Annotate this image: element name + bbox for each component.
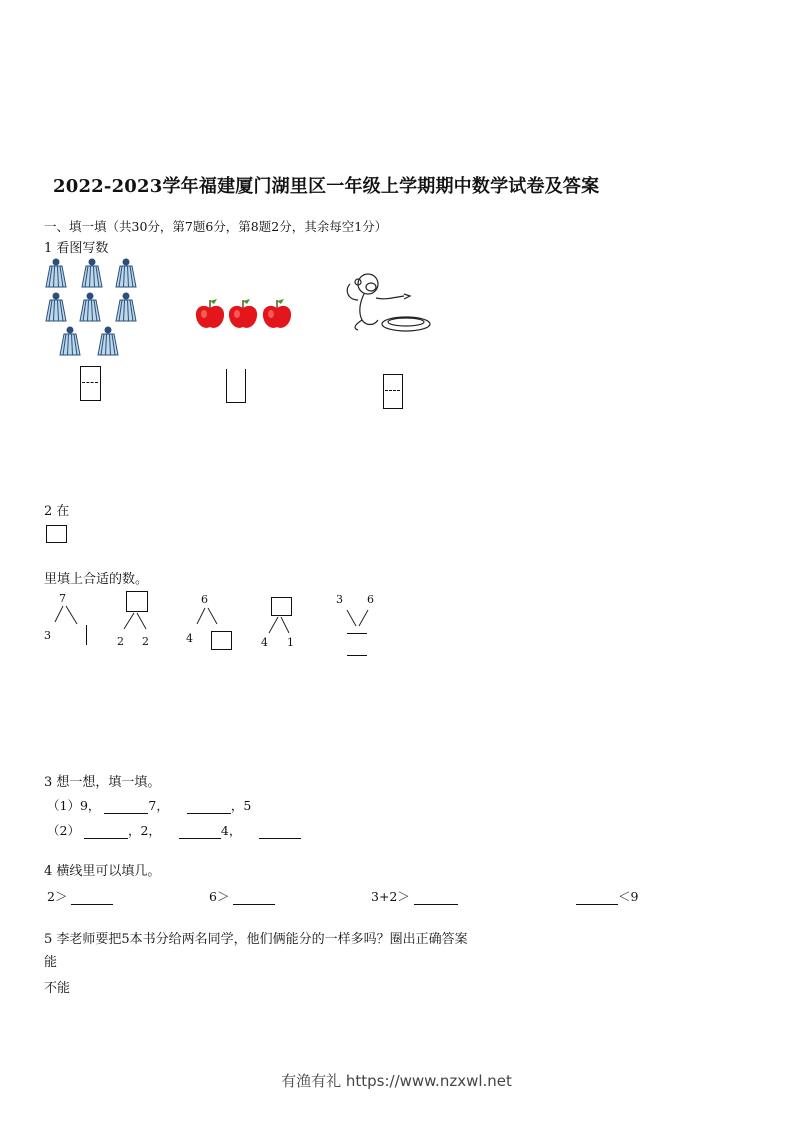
q4-item-2-text: 6＞ (209, 889, 230, 904)
tree-1-answer-line[interactable] (86, 625, 87, 645)
tree-3-answer-box[interactable] (211, 631, 232, 650)
tree-1-branches (50, 604, 90, 626)
q3-row1-mid: 7， (148, 798, 169, 813)
tree-2-right: 2 (142, 635, 149, 648)
shuttlecock-image (44, 257, 144, 357)
q4-item-1-blank[interactable] (71, 891, 113, 905)
q4-item-2-blank[interactable] (233, 891, 275, 905)
tree-3-top: 6 (201, 593, 208, 606)
tree-3-branches (193, 606, 233, 628)
question-4-label: 4 横线里可以填几。 (44, 864, 161, 879)
q3-row1-prefix: （1）9， (47, 798, 101, 813)
tree-1-top: 7 (59, 592, 66, 605)
tree-4-right: 1 (287, 636, 294, 649)
q3-row2-mid-2: 4， (220, 823, 242, 838)
q4-item-3-blank[interactable] (414, 891, 458, 905)
tree-2-answer-box[interactable] (126, 591, 148, 612)
q4-item-1 (47, 887, 113, 905)
q3-row2-prefix: （2） (47, 823, 80, 838)
answer-box-shuttlecocks[interactable] (80, 366, 101, 401)
answer-box-apples[interactable] (226, 369, 246, 403)
q3-row2-mid-1: ，2， (127, 823, 161, 838)
q4-item-1-text: 2＞ (47, 889, 68, 904)
question-2-instruction: 里填上合适的数。 (44, 572, 149, 587)
tree-5-answer-line[interactable] (347, 655, 367, 656)
dashed-guide (82, 382, 98, 383)
question-2-label: 2 在 (44, 504, 70, 519)
q4-item-3 (371, 887, 458, 905)
q3-row1-blank-1[interactable] (104, 800, 148, 814)
question-3-row-2 (47, 821, 301, 839)
tree-5-branches (340, 608, 380, 630)
sample-box-icon (46, 525, 67, 543)
q4-item-4 (576, 887, 638, 905)
dashed-guide (385, 390, 400, 391)
footer-watermark: 有渔有礼 https://www.nzxwl.net (281, 1072, 512, 1090)
apple-image (195, 297, 295, 333)
tree-5-divider (347, 633, 367, 634)
monkey-plate-image (340, 270, 435, 336)
q3-row2-blank-2[interactable] (179, 825, 221, 839)
q4-item-2 (209, 887, 275, 905)
question-5-label: 5 李老师要把5本书分给两名同学，他们俩能分的一样多吗？圈出正确答案 (44, 932, 468, 947)
q5-option-yes[interactable]: 能 (44, 955, 58, 970)
q3-row2-blank-3[interactable] (259, 825, 301, 839)
page-title: 2022-2023学年福建厦门湖里区一年级上学期期中数学试卷及答案 (53, 176, 600, 197)
tree-2-branches (118, 611, 158, 633)
question-1-label: 1 看图写数 (44, 241, 109, 256)
q4-item-4-text: ＜9 (618, 889, 639, 904)
answer-box-monkey[interactable] (383, 374, 403, 409)
tree-2-left: 2 (117, 635, 124, 648)
q5-option-no[interactable]: 不能 (44, 981, 71, 996)
tree-4-left: 4 (261, 636, 268, 649)
section-heading: 一、填一填（共30分，第7题6分，第8题2分，其余每空1分） (44, 219, 388, 234)
q3-row1-end: ，5 (230, 798, 252, 813)
q4-item-4-blank[interactable] (576, 891, 618, 905)
question-3-label: 3 想一想，填一填。 (44, 775, 161, 790)
tree-5-right: 6 (367, 593, 374, 606)
tree-3-left: 4 (186, 632, 193, 645)
question-3-row-1 (47, 796, 251, 814)
tree-5-left: 3 (336, 593, 343, 606)
q4-item-3-text: 3+2＞ (371, 889, 410, 904)
q3-row1-blank-2[interactable] (187, 800, 231, 814)
tree-4-answer-box[interactable] (271, 597, 292, 616)
tree-4-branches (262, 615, 302, 637)
q3-row2-blank-1[interactable] (84, 825, 128, 839)
tree-1-left: 3 (44, 629, 51, 642)
